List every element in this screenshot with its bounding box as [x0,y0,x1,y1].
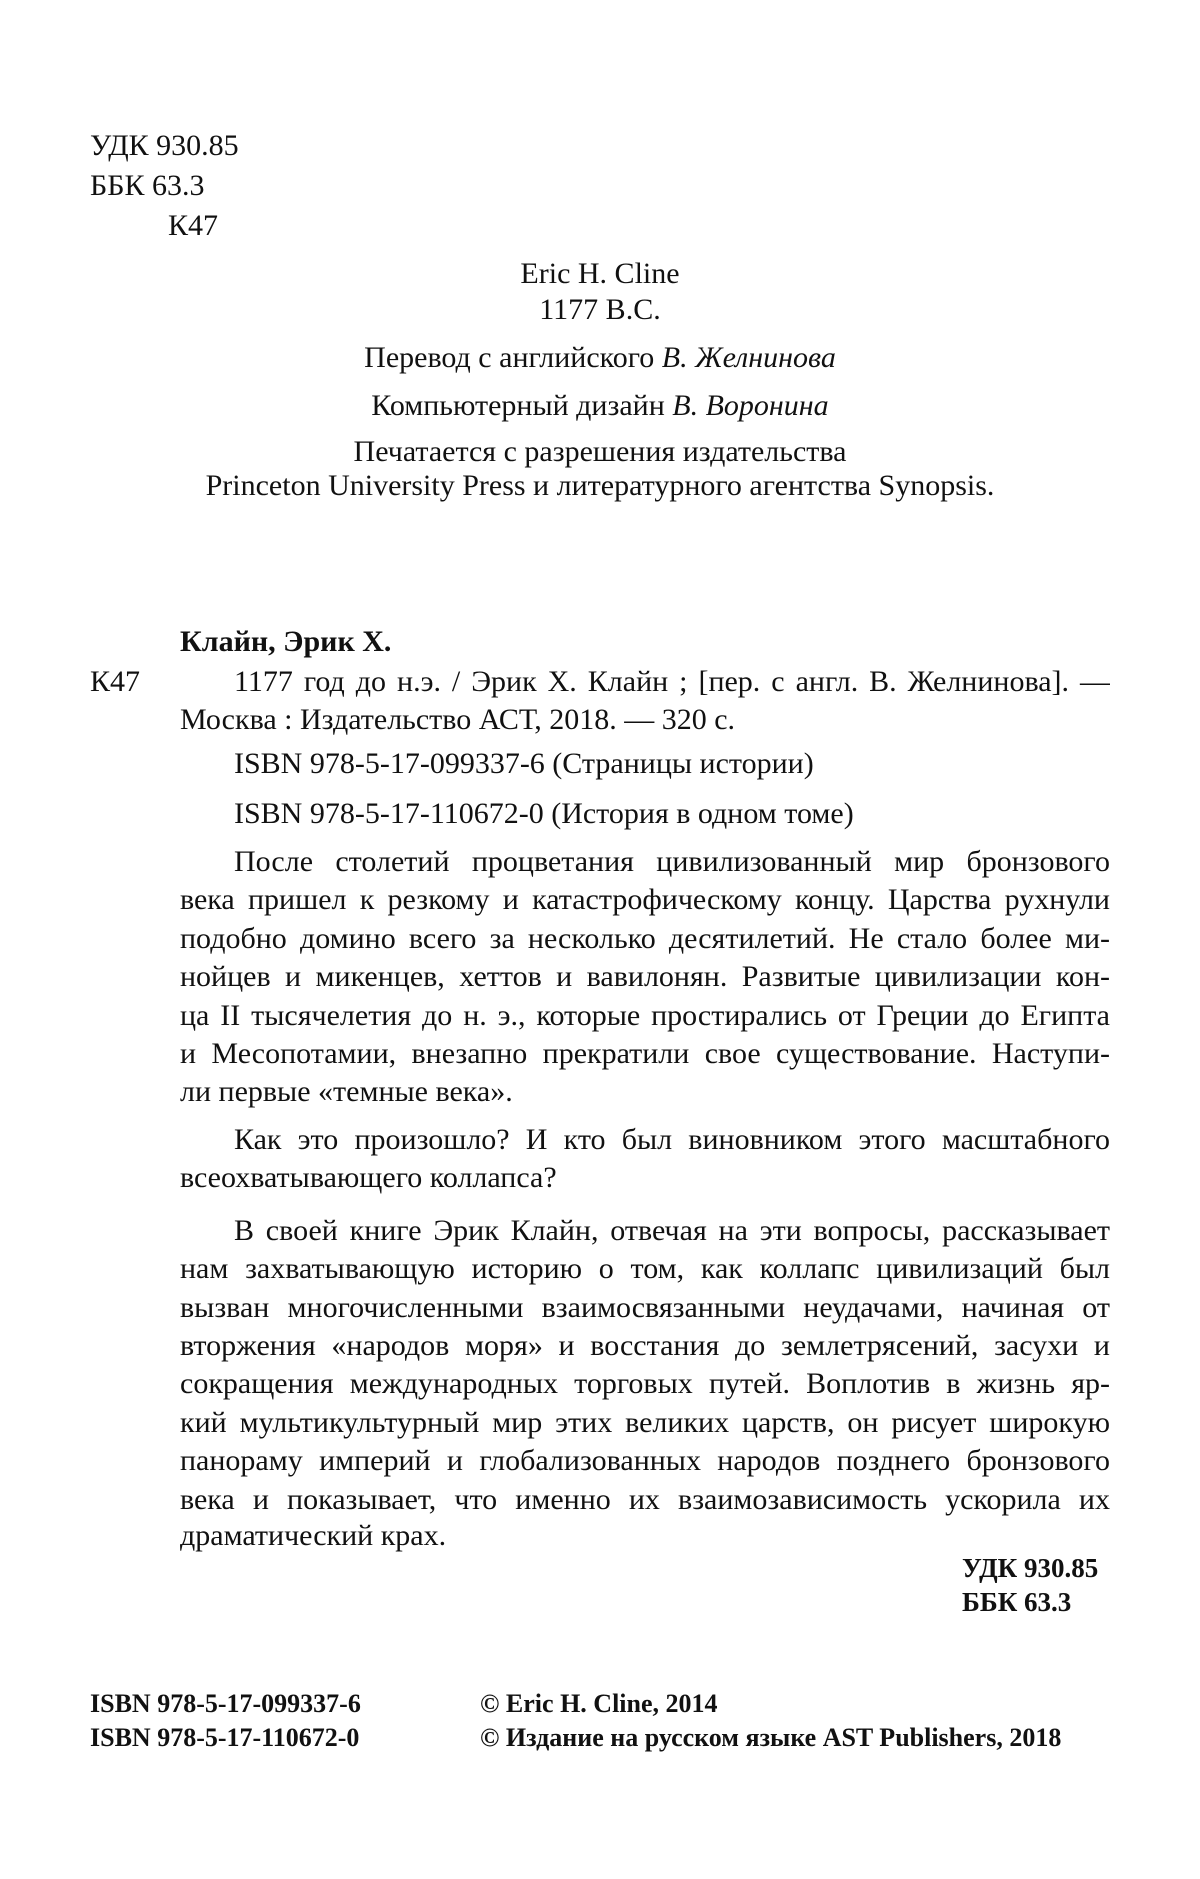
text-line: Как это произошло? И кто был виновником этого масштабного [234,1122,1110,1158]
original-author: Eric H. Cline [0,256,1200,292]
translation-credit [0,340,1200,376]
bbk-code: ББК 63.3 [90,168,204,204]
permission-line: Princeton University Press и литературного агентства Synopsis. [0,468,1200,504]
imprint-isbn: ISBN 978-5-17-099337-6 [90,1686,361,1722]
text-line: ли первые «темные века». [180,1074,1110,1110]
designer-name: В. Воронина [672,389,828,422]
text-line: нойцев и микенцев, хеттов и вавилонян. Развитые цивилизации кон- [180,959,1110,995]
translator-name: В. Желнинова [662,341,836,374]
text-line: кий мультикультурный мир этих великих царств, он рисует широкую [180,1405,1110,1441]
footer-bbk-code: ББК 63.3 [962,1584,1071,1620]
text-line: века и показывает, что именно их взаимозависимость ускорила их [180,1482,1110,1518]
imprint-isbn: ISBN 978-5-17-110672-0 [90,1720,359,1756]
text-line: всеохватывающего коллапса? [180,1160,1110,1196]
text-line: и Месопотамии, внезапно прекратили свое существование. Наступи- [180,1036,1110,1072]
translation-label: Перевод с английского [364,341,654,374]
copyright-line: © Издание на русском языке AST Publishers, 2018 [480,1720,1061,1756]
text-line: В своей книге Эрик Клайн, отвечая на эти вопросы, рассказывает [234,1213,1110,1249]
text-line: нам захватывающую историю о том, как коллапс цивилизаций был [180,1251,1110,1287]
text-line: сокращения международных торговых путей. Воплотив в жизнь яр- [180,1366,1110,1402]
text-line: После столетий процветания цивилизованный мир бронзового [234,844,1110,880]
copyright-line: © Eric H. Cline, 2014 [480,1686,718,1722]
text-line: ца II тысячелетия до н. э., которые простирались от Греции до Египта [180,998,1110,1034]
catalog-line: 1177 год до н.э. / Эрик Х. Клайн ; [пер. с англ. В. Желнинова]. — [234,664,1110,700]
catalog-isbn: ISBN 978-5-17-099337-6 (Страницы истории) [234,746,814,782]
design-label: Компьютерный дизайн [371,389,664,422]
text-line: драматический крах. [180,1518,1110,1554]
author-sign: К47 [168,208,218,244]
text-line: века пришел к резкому и катастрофическому концу. Царства рухнули [180,882,1110,918]
catalog-line: Москва : Издательство АСТ, 2018. — 320 с. [180,702,735,738]
catalog-sign: К47 [90,664,140,700]
catalog-isbn: ISBN 978-5-17-110672-0 (История в одном томе) [234,796,854,832]
udk-code: УДК 930.85 [90,128,239,164]
footer-udk-code: УДК 930.85 [962,1550,1098,1586]
text-line: вторжения «народов моря» и восстания до землетрясений, засухи и [180,1328,1110,1364]
text-line: панораму империй и глобализованных народов позднего бронзового [180,1443,1110,1479]
original-title: 1177 B.C. [0,292,1200,328]
catalog-author-heading: Клайн, Эрик Х. [180,624,391,660]
text-line: подобно домино всего за несколько десятилетий. Не стало более ми- [180,921,1110,957]
text-line: вызван многочисленными взаимосвязанными неудачами, начиная от [180,1290,1110,1326]
design-credit [0,388,1200,424]
permission-line: Печатается с разрешения издательства [0,434,1200,470]
